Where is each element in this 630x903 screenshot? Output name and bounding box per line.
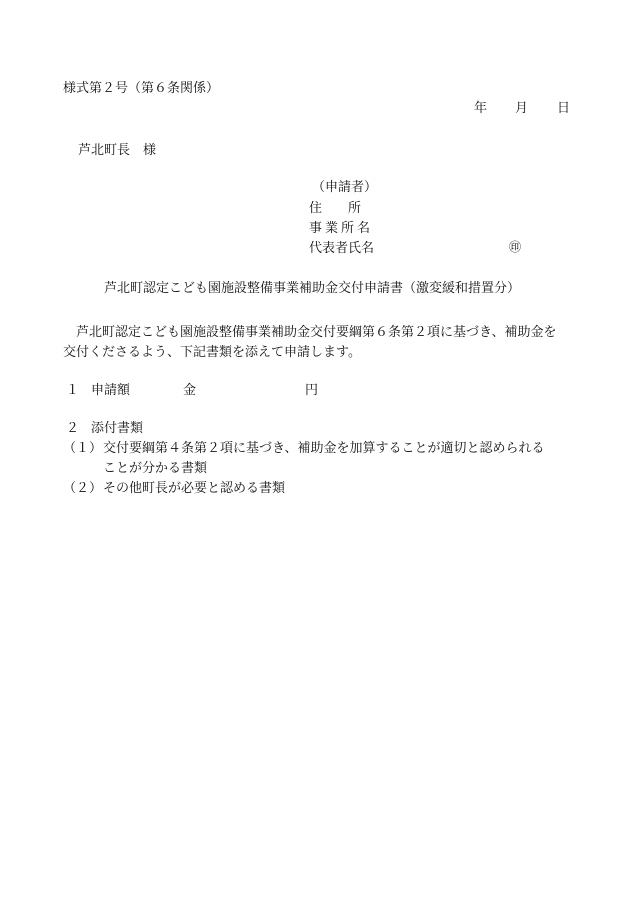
attachment-2-number: （２）: [63, 481, 103, 496]
item1-kin: 金: [183, 383, 197, 398]
attachment-1: [63, 442, 544, 455]
date-month: 月: [515, 101, 529, 116]
attachment-1-continued: ことが分かる書類: [103, 461, 208, 476]
date-line: [474, 102, 570, 115]
item2-number: ２: [66, 421, 80, 436]
item1-yen: 円: [305, 383, 319, 398]
office-label: 事業所名: [309, 221, 374, 236]
item-attachments: [66, 422, 143, 435]
addressee: 芦北町長 様: [78, 143, 157, 158]
date-day: 日: [557, 101, 571, 116]
seal-mark: ㊞: [509, 240, 522, 254]
attachment-2-text: その他町長が必要と認める書類: [103, 481, 286, 496]
date-year: 年: [474, 101, 488, 116]
applicant-heading: （申請者）: [312, 180, 378, 195]
body-text: 芦北町認定こども園施設整備事業補助金交付要綱第６条第２項に基づき、補助金を交付くださるよう、下記書類を添えて申請します。: [63, 325, 557, 360]
attachment-1-text: 交付要綱第４条第２項に基づき、補助金を加算することが適切と認められる: [103, 441, 545, 456]
document-title: 芦北町認定こども園施設整備事業補助金交付申請書（激変緩和措置分）: [104, 281, 521, 296]
item1-number: １: [66, 383, 80, 398]
form-number: 様式第２号（第６条関係）: [63, 81, 220, 96]
attachment-1-number: （１）: [63, 441, 103, 456]
applicant-address-row: [309, 202, 375, 215]
representative-label: 代表者氏名: [309, 241, 375, 256]
body-paragraph: [63, 323, 563, 363]
item1-label: 申請額: [91, 383, 131, 398]
item2-label: 添付書類: [91, 421, 144, 436]
attachment-2: [63, 482, 285, 495]
applicant-representative-row: [309, 242, 375, 255]
applicant-office-row: [309, 222, 375, 235]
item-application-amount: [66, 384, 318, 397]
address-label: 住 所: [309, 201, 362, 216]
